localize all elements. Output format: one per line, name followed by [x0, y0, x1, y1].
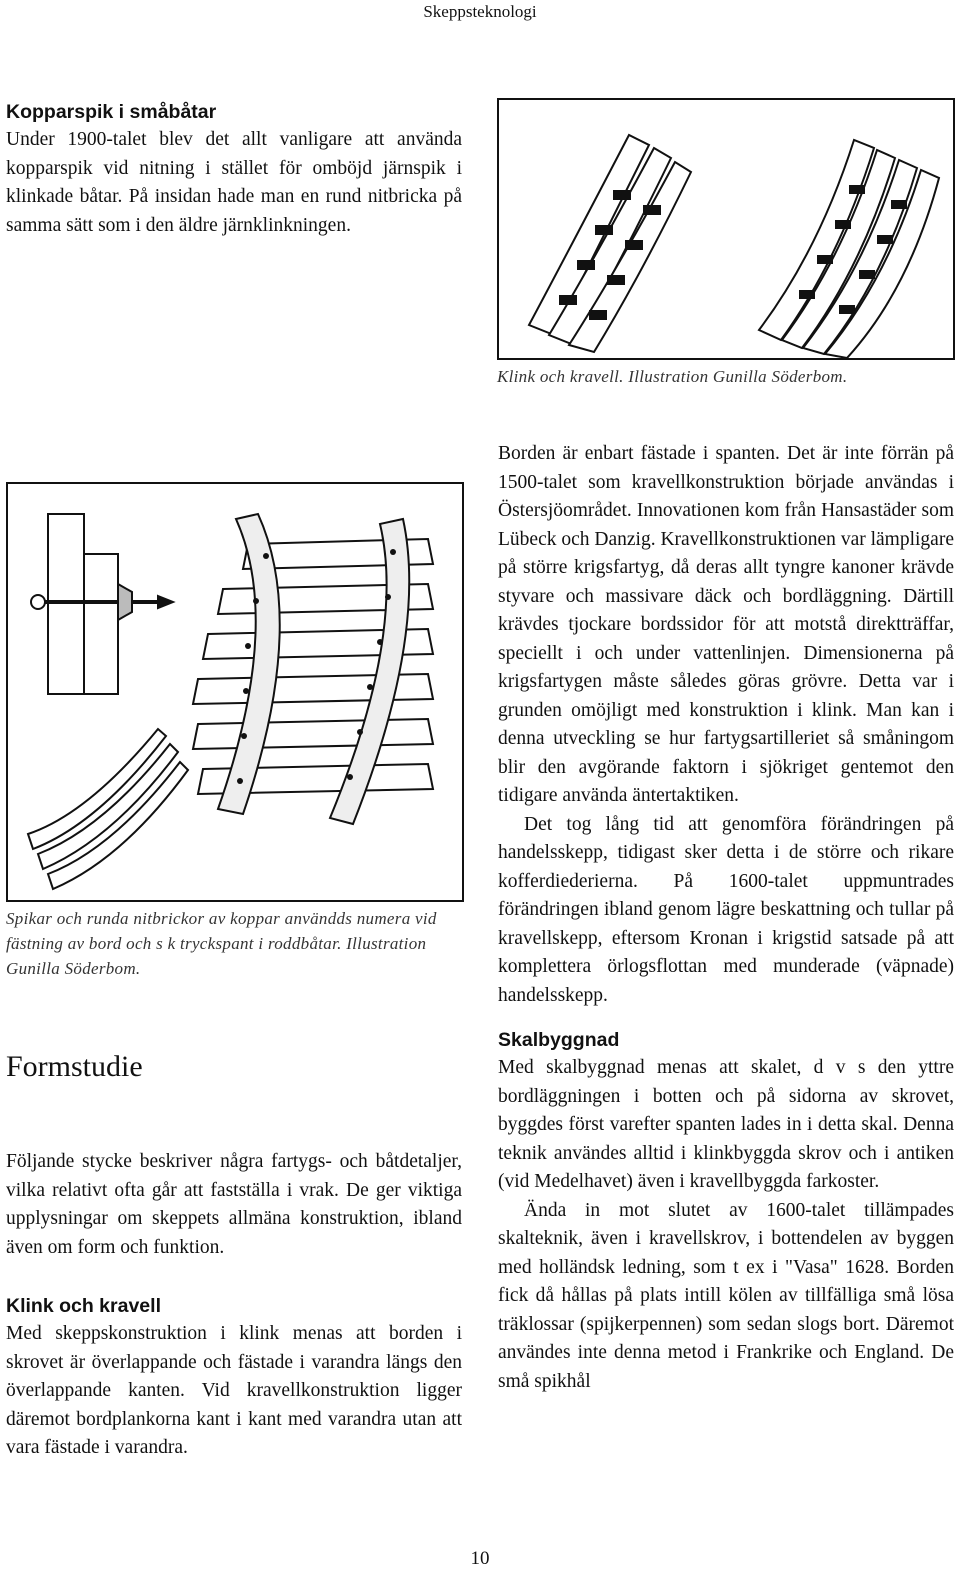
right-paragraph-1: Borden är enbart fästade i spanten. Det är inte förrän på 1500-talet som kravellkonstruktion började användas i Östersjöområdet. Innovationen kom från Hansastäder som Lübeck och Danzig. Kravellkonstruktionen var lämpligare på större krigsfartyg, då deras allt tyngre kanoner krävde styvare och massivare däck och bordläggning. Därtill krävdes tjockare bordssidor för att motstå direktträffar, speciellt i och under vattenlinjen. Dimensionerna på krigsfartygen måste således göras grövre. Detta var i grunden omöjligt med konstruktion i klink. Man kan i denna utveckling se hur fartygsartilleriet så småningom blir den avgörande faktorn i sjökriget gentemot den tidigare använda äntertaktiken. [498, 443, 954, 806]
klink-planks [529, 135, 691, 352]
nail-detail [31, 514, 173, 694]
klink-body: Med skeppskonstruktion i klink menas att borden i skrovet är överlappande och fästade i varandra längs den överlappande kanten. Vid kravellkonstruktion ligger däremot bordplankorna kant i kant med varandra utan att vara fästade i varandra. [6, 1323, 462, 1458]
page-number: 10 [470, 1548, 490, 1569]
skalbyggnad-heading: Skalbyggnad [498, 1029, 620, 1051]
right-paragraph-3: Med skalbyggnad menas att skalet, d v s den yttre bordläggningen i botten och på sidorna av skrovet, byggdes först varefter spanten lades in i detta skal. Denna teknik användes alltid i klinkbyggda skrov och i antiken (vid Medelhavet) även i kravellbyggda farkoster. [498, 1057, 954, 1192]
formstudie-section [6, 1148, 462, 1262]
running-header: Skeppsteknologi [423, 2, 537, 21]
kopparspik-heading: Kopparspik i småbåtar [6, 101, 217, 123]
figure2-caption: Spikar och runda nitbrickor av koppar användds numera vid fästning av bord och s k tryckspant i roddbåtar. Illustration Gunilla Söderbom. [6, 909, 437, 978]
formstudie-heading: Formstudie [6, 1050, 143, 1083]
kravell-planks [759, 140, 939, 358]
klink-section [6, 1292, 462, 1463]
right-column [498, 440, 954, 1396]
kopparspik-body: Under 1900-talet blev det allt vanligare att använda kopparspik vid nitning i stället för omböjd järnspik i klinkade båtar. På insidan hade man en rund nitbricka på samma sätt som i den äldre järnklinkningen. [6, 129, 462, 236]
klink-kravell-illustration [499, 100, 953, 358]
spikar-illustration [8, 484, 462, 900]
klink-heading: Klink och kravell [6, 1295, 161, 1317]
figure-spikar-nitbrickor [6, 482, 464, 902]
formstudie-body: Följande stycke beskriver några fartygs- och båtdetaljer, vilka relativt ofta går att fastställa i vrak. De ger viktiga upplysningar om skeppets allmäna konstruktion, ibland även om form och funktion. [6, 1151, 462, 1258]
frame-planks [193, 514, 433, 824]
figure-klink-kravell [497, 98, 955, 360]
figure1-caption: Klink och kravell. Illustration Gunilla Söderbom. [497, 367, 848, 386]
curved-small-frame [28, 729, 188, 889]
right-paragraph-4: Ända in mot slutet av 1600-talet tillämpades skalteknik, även i kravellskrov, i bottendelen av byggen med holländsk ledning, som t ex i "Vasa" 1628. Borden fick då hållas på plats intill kölen av tillfälliga små lösa träklossar (spijkerpennen) som sedan slogs bort. Däremot användes inte denna metod i Frankrike och England. De små spikhål [498, 1199, 954, 1392]
right-paragraph-2: Det tog lång tid att genomföra förändringen på handelsskepp, tidigast sker detta i de större och rikare kofferdiederierna. På 1600-talet uppmuntrades förändringen ibland genom lägre beskattning och tullar på kravellskepp, eftersom Kronan i krigstid satsade på att komplettera örlogsflottan med munderade (väpnade) handelsskepp. [498, 813, 954, 1006]
kopparspik-section [6, 98, 462, 240]
